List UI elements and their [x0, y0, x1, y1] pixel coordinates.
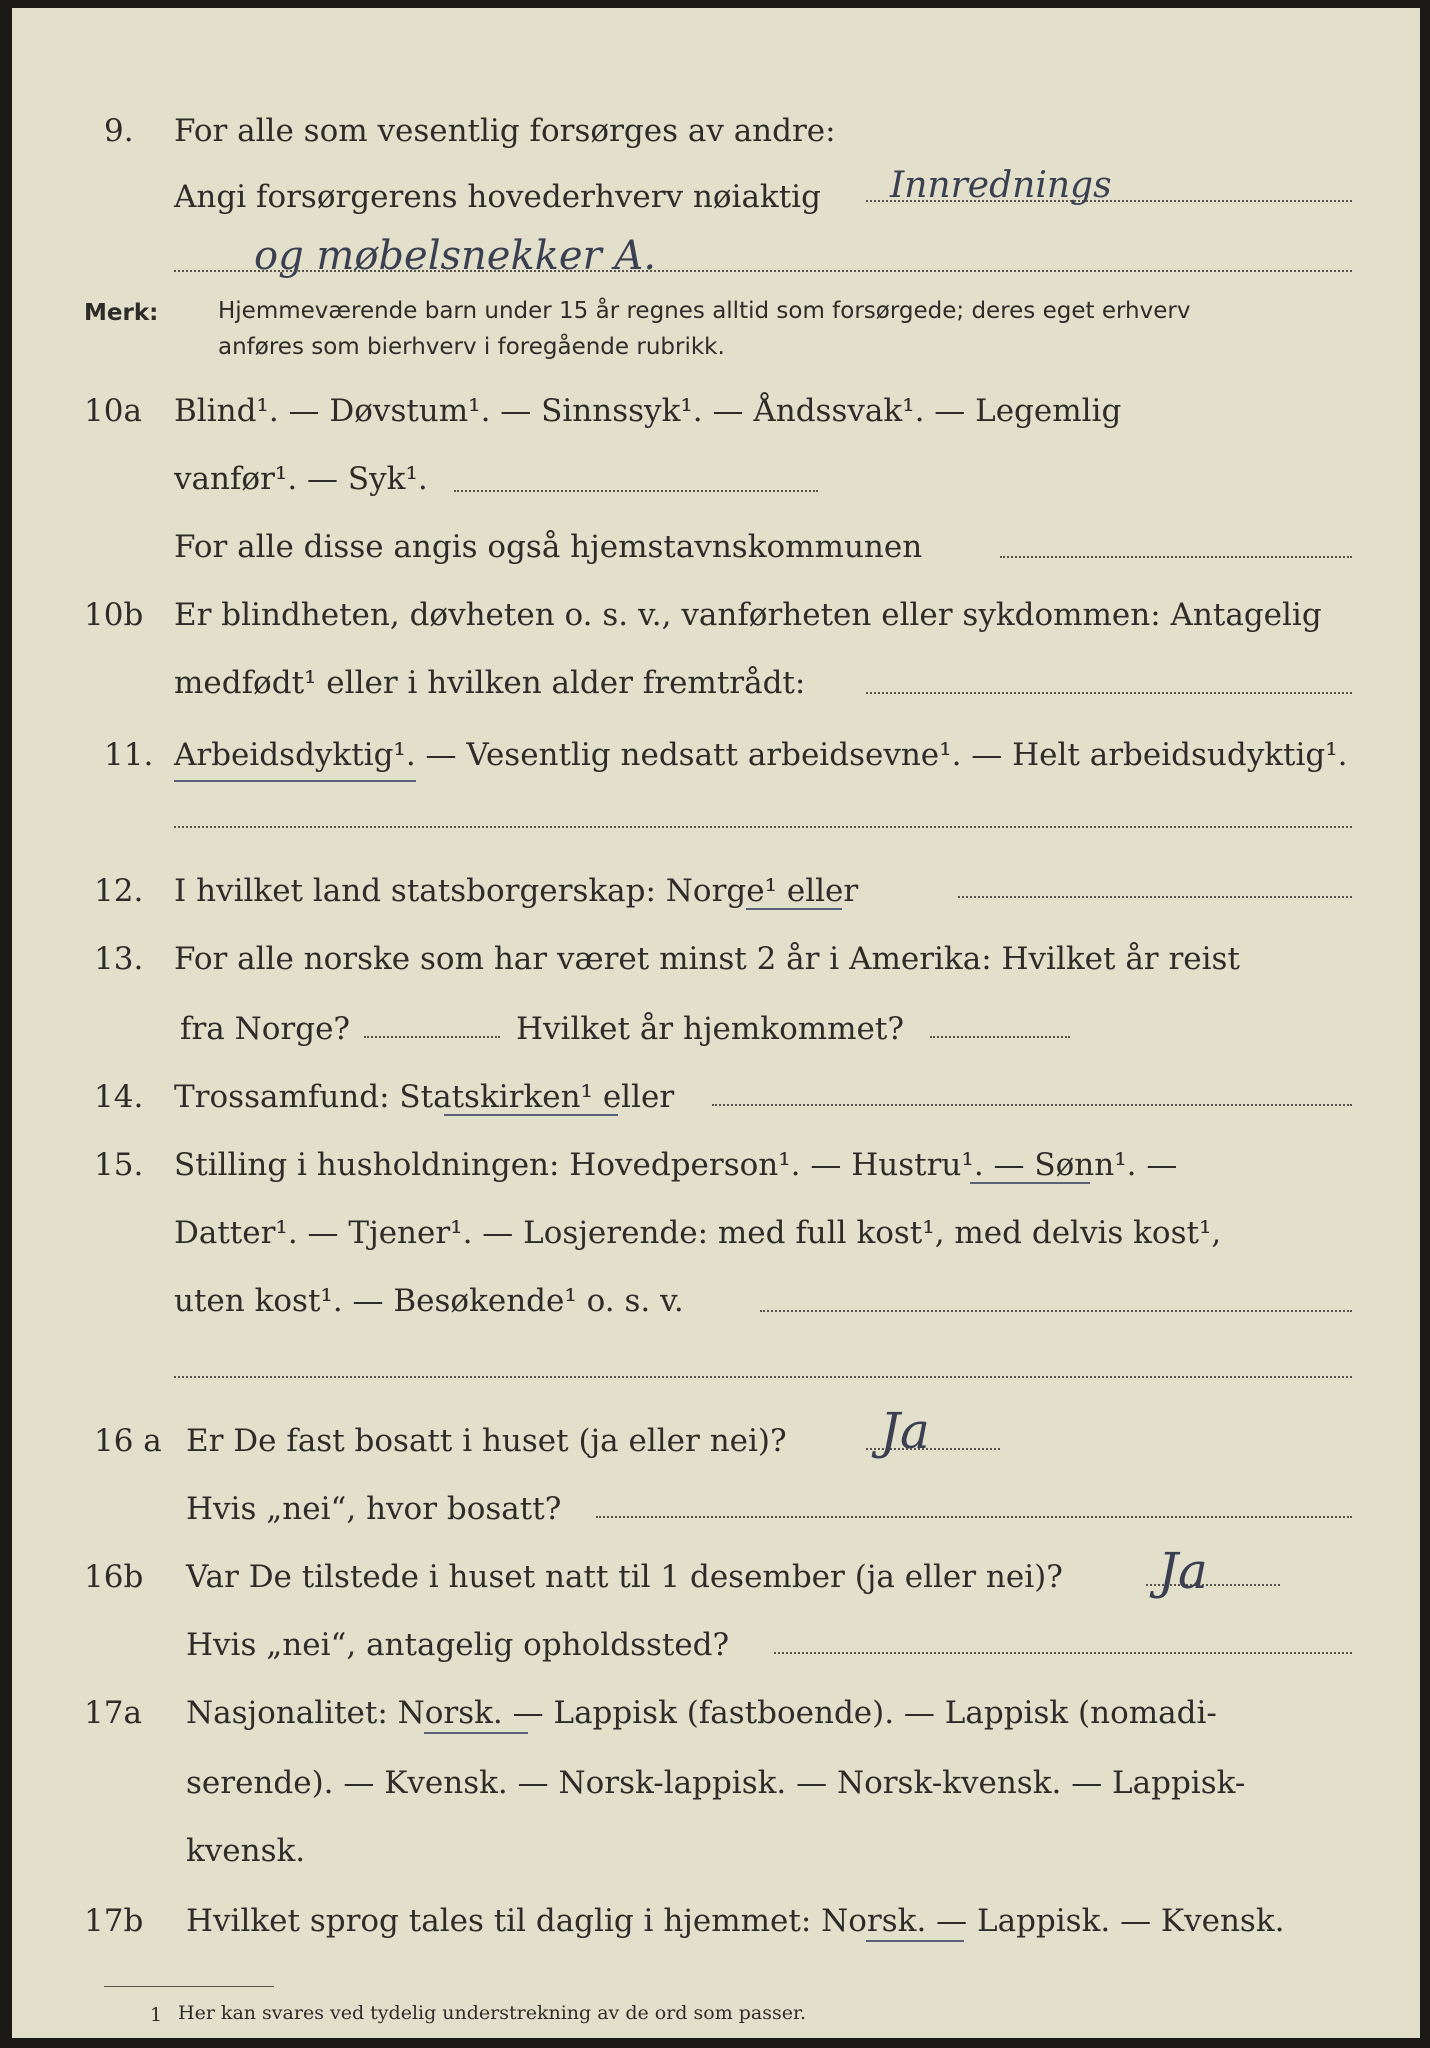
q9-line2: Angi forsørgerens hovederhverv nøiaktig: [174, 179, 821, 215]
q11-answer-line: [174, 826, 1352, 828]
q10b-number: 10b: [84, 597, 144, 633]
footnote-mark: 1: [150, 2004, 163, 2026]
q16b-opholdssted-line: [774, 1652, 1352, 1654]
q10b-line2: medfødt¹ eller i hvilken alder fremtrådt:: [174, 665, 806, 701]
merk-line2: anføres som bierhverv i foregående rubrikk.: [218, 334, 725, 360]
q17a-underline-norsk: [424, 1732, 528, 1734]
q11-line1: Arbeidsdyktig¹. — Vesentlig nedsatt arbeidsevne¹. — Helt arbeidsudyktig¹.: [174, 737, 1348, 773]
q9-handwritten-answer1: Innrednings: [890, 165, 1112, 206]
footnote-rule: [104, 1986, 274, 1987]
q13-hjemkommet-line: [930, 1036, 1070, 1038]
q10a-number: 10a: [84, 393, 142, 429]
q13-line2b: Hvilket år hjemkommet?: [516, 1011, 904, 1047]
q15-answer-line2: [174, 1376, 1352, 1378]
q12-line1: I hvilket land statsborgerskap: Norge¹ eller: [174, 873, 859, 909]
q16a-line1: Er De fast bosatt i huset (ja eller nei)?: [186, 1423, 787, 1459]
q11-number: 11.: [104, 737, 154, 773]
q16b-handwritten-answer: Ja: [1158, 1542, 1208, 1600]
q14-line1: Trossamfund: Statskirken¹ eller: [174, 1079, 675, 1115]
q17b-line1: Hvilket sprog tales til daglig i hjemmet: Norsk. — Lappisk. — Kvensk.: [186, 1903, 1285, 1939]
q16b-line2: Hvis „nei“, antagelig opholdssted?: [186, 1627, 730, 1663]
q10a-line1: Blind¹. — Døvstum¹. — Sinnssyk¹. — Åndssvak¹. — Legemlig: [174, 393, 1122, 429]
q17a-line2: serende). — Kvensk. — Norsk-lappisk. — Norsk-kvensk. — Lappisk-: [186, 1765, 1246, 1801]
q16b-line1: Var De tilstede i huset natt til 1 desember (ja eller nei)?: [186, 1559, 1063, 1595]
q12-number: 12.: [94, 873, 144, 909]
q15-number: 15.: [94, 1147, 144, 1183]
q9-handwritten-answer2: og møbelsnekker A.: [254, 233, 657, 279]
q9-line1: For alle som vesentlig forsørges av andre:: [174, 113, 836, 149]
q13-reist-line: [364, 1036, 500, 1038]
merk-line1: Hjemmeværende barn under 15 år regnes alltid som forsørgede; deres eget erhverv: [218, 298, 1191, 324]
q15-underline-hustru: [970, 1182, 1090, 1184]
q13-line1: For alle norske som har været minst 2 år i Amerika: Hvilket år reist: [174, 941, 1240, 977]
q13-number: 13.: [94, 941, 144, 977]
footnote-text: Her kan svares ved tydelig understrekning av de ord som passer.: [178, 2002, 807, 2024]
q15-line1: Stilling i husholdningen: Hovedperson¹. — Hustru¹. — Sønn¹. —: [174, 1147, 1178, 1183]
q16a-line2: Hvis „nei“, hvor bosatt?: [186, 1491, 562, 1527]
q17a-line1: Nasjonalitet: Norsk. — Lappisk (fastboende). — Lappisk (nomadi-: [186, 1695, 1217, 1731]
q15-line2: Datter¹. — Tjener¹. — Losjerende: med full kost¹, med delvis kost¹,: [174, 1215, 1222, 1251]
q9-number: 9.: [104, 113, 134, 149]
q12-answer-line: [958, 896, 1352, 898]
q16a-number: 16 a: [94, 1423, 162, 1459]
q14-underline-statskirken: [444, 1114, 618, 1116]
q14-answer-line: [712, 1104, 1352, 1106]
q16b-number: 16b: [84, 1559, 144, 1595]
q16a-bosatt-line: [596, 1516, 1352, 1518]
merk-label: Merk:: [84, 300, 159, 326]
q10b-answer-line: [866, 692, 1352, 694]
q17b-number: 17b: [84, 1903, 144, 1939]
q15-answer-line: [760, 1310, 1352, 1312]
q16a-handwritten-answer: Ja: [880, 1402, 930, 1460]
q12-underline-norge: [746, 908, 842, 910]
q10b-line1: Er blindheten, døvheten o. s. v., vanførheten eller sykdommen: Antagelig: [174, 597, 1322, 633]
q10a-answer-line: [454, 490, 818, 492]
q11-underline-arbeidsdyktig: [174, 780, 416, 782]
q10a-line2: vanfør¹. — Syk¹.: [174, 461, 428, 497]
q13-line2a: fra Norge?: [180, 1011, 351, 1047]
q17a-number: 17a: [84, 1695, 142, 1731]
q10a-hjemstavn-line: [1000, 556, 1352, 558]
q10a-line3: For alle disse angis også hjemstavnskommunen: [174, 529, 923, 565]
q14-number: 14.: [94, 1079, 144, 1115]
q17a-line3: kvensk.: [186, 1833, 306, 1869]
q17b-underline-norsk: [866, 1940, 964, 1942]
q15-line3: uten kost¹. — Besøkende¹ o. s. v.: [174, 1283, 684, 1319]
